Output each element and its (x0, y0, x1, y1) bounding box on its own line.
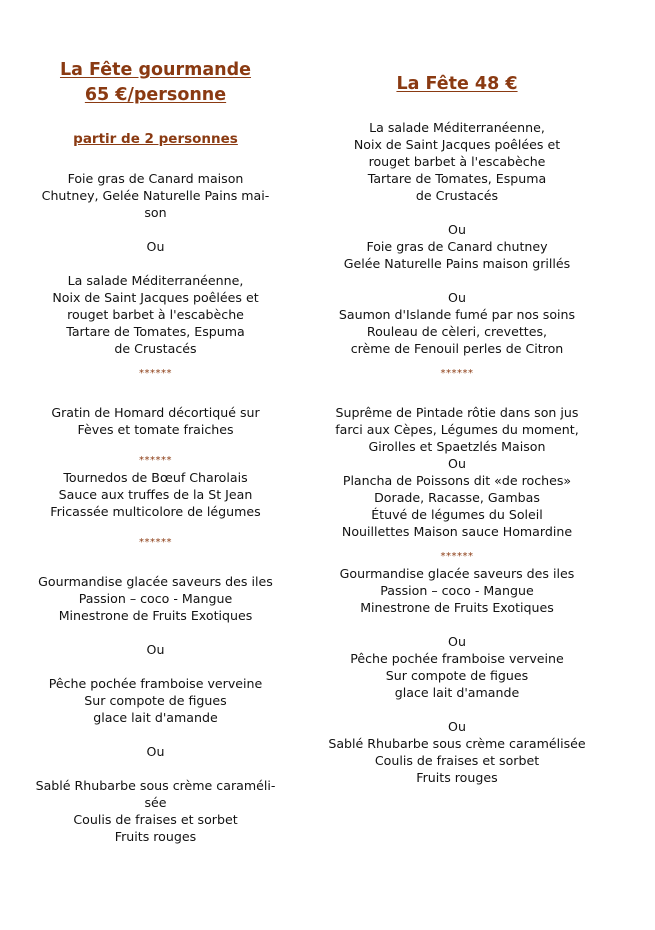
menu-line: sée (144, 795, 167, 810)
course-block (328, 735, 586, 786)
course-block (328, 472, 586, 540)
menu-line: Passion – coco - Mangue (78, 591, 233, 606)
menu-line: de Crustacés (415, 188, 499, 203)
menu-line: Coulis de fraises et sorbet (73, 812, 238, 827)
menu-title: La Fête gourmande (59, 60, 252, 80)
menu-line: farci aux Cèpes, Légumes du moment, (335, 422, 579, 437)
menu-line: Minestrone de Fruits Exotiques (360, 600, 554, 615)
menu-line: Fruits rouges (114, 829, 197, 844)
menu-price: 65 €/personne (84, 85, 227, 105)
course-block (28, 170, 283, 221)
course-block (328, 565, 586, 616)
course-divider: ****** (440, 551, 474, 562)
course-divider: ****** (139, 368, 172, 379)
menu-line: Tartare de Tomates, Espuma (66, 324, 245, 339)
menu-line: Étuvé de légumes du Soleil (371, 507, 543, 522)
menu-line: Gratin de Homard décortiqué sur (51, 405, 260, 420)
menu-line: Passion – coco - Mangue (380, 583, 534, 598)
menu-line: rouget barbet à l'escabèche (67, 307, 244, 322)
menu-subtitle: partir de 2 personnes (73, 131, 238, 147)
menu-line: Tournedos de Bœuf Charolais (63, 470, 248, 485)
course-block (28, 404, 283, 438)
or-separator: Ou (146, 642, 165, 657)
course-divider: ****** (139, 455, 172, 466)
menu-title: La Fête 48 € (396, 74, 518, 94)
menu-line: Sur compote de figues (385, 668, 529, 683)
menu-line: son (144, 205, 167, 220)
menu-line: Chutney, Gelée Naturelle Pains mai- (41, 188, 270, 203)
menu-line: Sablé Rhubarbe sous crème caramélisée (328, 736, 586, 751)
course-block (328, 650, 586, 701)
menu-line: Plancha de Poissons dit «de roches» (342, 473, 572, 488)
course-block (28, 272, 283, 357)
menu-line: Noix de Saint Jacques poêlées et (353, 137, 561, 152)
menu-line: Dorade, Racasse, Gambas (374, 490, 540, 505)
menu-line: Sablé Rhubarbe sous crème caraméli- (35, 778, 276, 793)
menu-line: Gourmandise glacée saveurs des iles (339, 566, 575, 581)
menu-line: rouget barbet à l'escabèche (368, 154, 546, 169)
menu-line: Pêche pochée framboise verveine (48, 676, 263, 691)
menu-line: Fruits rouges (416, 770, 498, 785)
course-divider: ****** (440, 368, 474, 379)
menu-line: Nouillettes Maison sauce Homardine (341, 524, 573, 539)
or-separator: Ou (448, 222, 466, 237)
menu-line: Gourmandise glacée saveurs des iles (38, 574, 273, 589)
menu-line: Coulis de fraises et sorbet (374, 753, 540, 768)
menu-line: Foie gras de Canard maison (67, 171, 244, 186)
menu-fete (328, 72, 586, 786)
menu-line: Fricassée multicolore de légumes (50, 504, 261, 519)
course-block (328, 306, 586, 357)
menu-line: Saumon d'Islande fumé par nos soins (338, 307, 576, 322)
menu-line: Fèves et tomate fraiches (77, 422, 234, 437)
menu-line: de Crustacés (114, 341, 197, 356)
or-separator: Ou (146, 744, 165, 759)
menu-line: crème de Fenouil perles de Citron (350, 341, 564, 356)
course-block (28, 573, 283, 624)
or-separator: Ou (448, 634, 466, 649)
course-block (328, 404, 586, 455)
or-separator: Ou (448, 290, 466, 305)
menu-line: Tartare de Tomates, Espuma (367, 171, 547, 186)
menu-line: La salade Méditerranéenne, (369, 120, 545, 135)
course-block (28, 777, 283, 845)
course-block (328, 238, 586, 272)
menu-line: Sauce aux truffes de la St Jean (58, 487, 253, 502)
menu-line: Foie gras de Canard chutney (366, 239, 548, 254)
or-separator: Ou (448, 456, 466, 471)
menu-line: Minestrone de Fruits Exotiques (58, 608, 253, 623)
course-block (28, 675, 283, 726)
course-block (28, 469, 283, 520)
or-separator: Ou (448, 719, 466, 734)
menu-line: Gelée Naturelle Pains maison grillés (343, 256, 571, 271)
menu-line: Suprême de Pintade rôtie dans son jus (335, 405, 579, 420)
or-separator: Ou (146, 239, 165, 254)
menu-line: Girolles et Spaetzlés Maison (368, 439, 546, 454)
menu-line: Pêche pochée framboise verveine (350, 651, 564, 666)
menu-gourmande (28, 58, 283, 845)
course-divider: ****** (139, 537, 172, 548)
menu-line: Rouleau de cèleri, crevettes, (366, 324, 548, 339)
menu-line: glace lait d'amande (93, 710, 218, 725)
menu-line: glace lait d'amande (394, 685, 520, 700)
course-block (328, 119, 586, 204)
menu-line: Noix de Saint Jacques poêlées et (52, 290, 259, 305)
menu-line: La salade Méditerranéenne, (67, 273, 244, 288)
menu-line: Sur compote de figues (84, 693, 227, 708)
